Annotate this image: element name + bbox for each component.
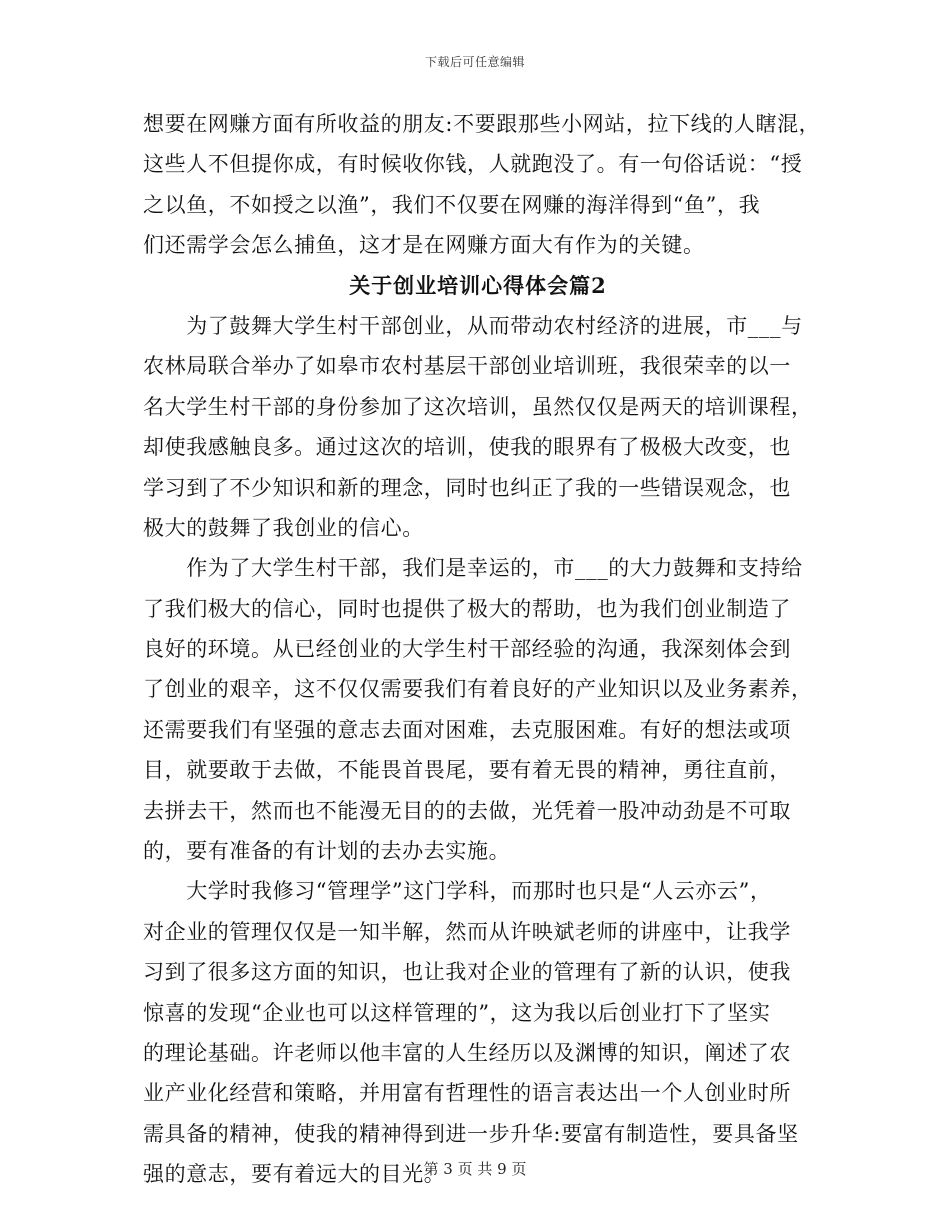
document-body	[143, 104, 821, 1195]
body-line: 的，要有准备的有计划的去办去实施。	[143, 839, 511, 864]
body-line: 为了鼓舞大学生村干部创业，从而带动农村经济的进展，市___与	[143, 313, 803, 338]
body-line: 强的意志，要有着远大的目光。	[143, 1162, 446, 1187]
body-line: 却使我感触良多。通过这次的培训，使我的眼界有了极极大改变，也	[143, 435, 791, 460]
page-header: 下载后可任意编辑	[424, 55, 525, 69]
body-line: 名大学生村干部的身份参加了这次培训，虽然仅仅是两天的培训课程，	[143, 394, 813, 419]
body-line: 目，就要敢于去做，不能畏首畏尾，要有着无畏的精神，勇往直前，	[143, 758, 791, 783]
body-line: 极大的鼓舞了我创业的信心。	[143, 515, 424, 540]
body-line: 之以鱼，不如授之以渔”，我们不仅要在网赚的海洋得到“鱼”，我	[143, 192, 761, 217]
section-title: 关于创业培训心得体会篇2	[349, 272, 607, 298]
body-line: 良好的环境。从已经创业的大学生村干部经验的沟通，我深刻体会到	[143, 637, 791, 662]
body-line: 还需要我们有坚强的意志去面对困难，去克服困难。有好的想法或项	[143, 717, 791, 742]
body-line: 去拼去干，然而也不能漫无目的的去做，光凭着一股冲动劲是不可取	[143, 798, 791, 823]
body-line: 作为了大学生村干部，我们是幸运的，市___的大力鼓舞和支持给	[143, 556, 803, 581]
body-line: 这些人不但提你成，有时候收你钱，人就跑没了。有一句俗话说：“授	[143, 152, 803, 177]
page-footer: 第 3 页 共 9 页	[423, 1160, 527, 1178]
body-line: 了创业的艰辛，这不仅仅需要我们有着良好的产业知识以及业务素养，	[143, 677, 813, 702]
body-line: 们还需学会怎么捕鱼，这才是在网赚方面大有作为的关键。	[143, 233, 705, 258]
body-line: 了我们极大的信心，同时也提供了极大的帮助，也为我们创业制造了	[143, 596, 791, 621]
body-line: 对企业的管理仅仅是一知半解，然而从许映斌老师的讲座中，让我学	[143, 919, 791, 944]
body-line: 惊喜的发现“企业也可以这样管理的”，这为我以后创业打下了坚实	[143, 1000, 771, 1025]
body-line: 的理论基础。许老师以他丰富的人生经历以及渊博的知识，阐述了农	[143, 1040, 791, 1065]
body-line: 想要在网赚方面有所收益的朋友:不要跟那些小网站，拉下线的人瞎混，	[143, 112, 821, 136]
body-line: 农林局联合举办了如皋市农村基层干部创业培训班，我很荣幸的以一	[143, 354, 791, 379]
body-line: 需具备的精神，使我的精神得到进一步升华:要富有制造性，要具备坚	[143, 1121, 799, 1146]
body-line: 习到了很多这方面的知识，也让我对企业的管理有了新的认识，使我	[143, 960, 791, 985]
body-line: 业产业化经营和策略，并用富有哲理性的语言表达出一个人创业时所	[143, 1081, 791, 1106]
body-line: 学习到了不少知识和新的理念，同时也纠正了我的一些错误观念，也	[143, 475, 791, 500]
body-line: 大学时我修习“管理学”这门学科，而那时也只是“人云亦云”，	[143, 879, 772, 904]
